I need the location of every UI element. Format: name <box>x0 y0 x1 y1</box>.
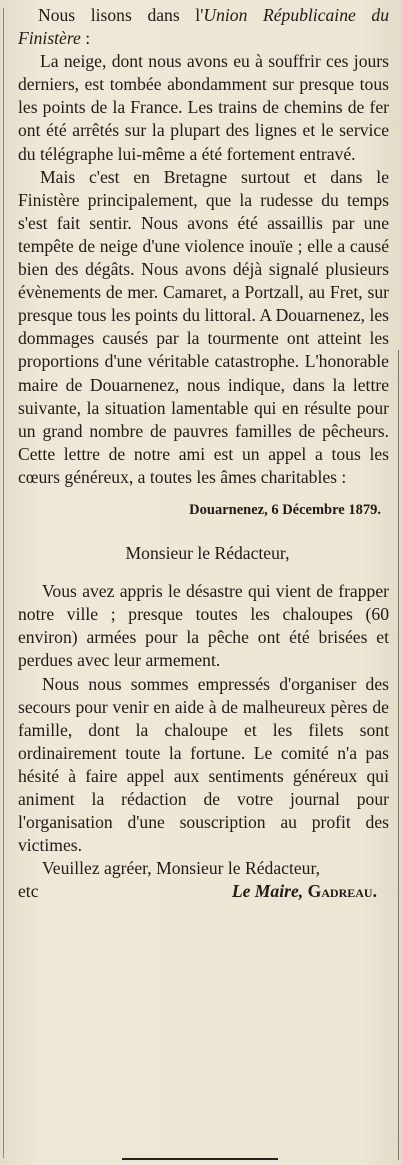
article-paragraph: Mais c'est en Bretagne surtout et dans le Finistère principalement, que la rudesse du temps s'est fait sentir. Nous avons été assaillis par une tempête de neige d'une violence inouïe ; elle a causé bien des dégâts. Nous avons déjà signalé plusieurs évènements de mer. Camaret, a Portzall, au Fret, sur presque tous les points du littoral. A Douarnenez, les dommages causés par la tourmente ont atteint les proportions d'une véritable catastrophe. L'honorable maire de Douarnenez, nous indique, dans la lettre suivante, la situation lamentable qui en résulte pour un grand nombre de pauvres familles de pêcheurs. Cette lettre de notre ami est un appel a tous les cœurs généreux, a toutes les âmes charitables : <box>18 166 389 487</box>
letter-body <box>18 580 389 903</box>
letter-paragraph: Vous avez appris le désastre qui vient de frapper notre ville ; presque toutes les chaloupes (60 environ) armées pour la pêche ont été brisées et perdues avec leur armement. <box>18 581 389 671</box>
signature-name: Gadreau. <box>307 881 377 902</box>
signature-title: Le Maire, <box>231 881 304 902</box>
letter-paragraph: Nous nous sommes empressés d'organiser des secours pour venir en aide à de malheureux pères de famille, dont la chaloupe et les filets sont ordinairement toute la fortune. Le comité n'a pas hésité à faire appel aux sentiments généreux qui animent la rédaction de votre journal pour l'organisation d'une souscription au profit des victimes. <box>18 673 389 856</box>
letter-etc: etc <box>18 881 39 902</box>
intro-line <box>18 4 389 50</box>
intro-lead: Nous lisons dans l' <box>38 5 204 25</box>
column-rule-left <box>3 8 4 1158</box>
letter-dateline: Douarnenez, 6 Décembre 1879. <box>189 501 381 518</box>
signature <box>232 880 377 903</box>
source-title: Union Républicaine du Finistère <box>18 5 390 49</box>
letter-closing: Veuillez agréer, Monsieur le Rédacteur, <box>42 858 321 879</box>
end-rule <box>122 1158 278 1160</box>
signature-row <box>18 880 389 903</box>
article-body <box>18 4 389 903</box>
column-rule-right <box>398 350 399 1160</box>
letter-salutation: Monsieur le Rédacteur, <box>125 543 290 564</box>
article-paragraph: La neige, dont nous avons eu à souffrir ces jours derniers, est tombée abondamment sur presque tous les points de la France. Les trains de chemins de fer ont été arrêtés sur la plupart des lignes et le service du télégraphe lui-même a été fortement entravé. <box>18 51 389 164</box>
intro-colon: : <box>80 28 91 49</box>
